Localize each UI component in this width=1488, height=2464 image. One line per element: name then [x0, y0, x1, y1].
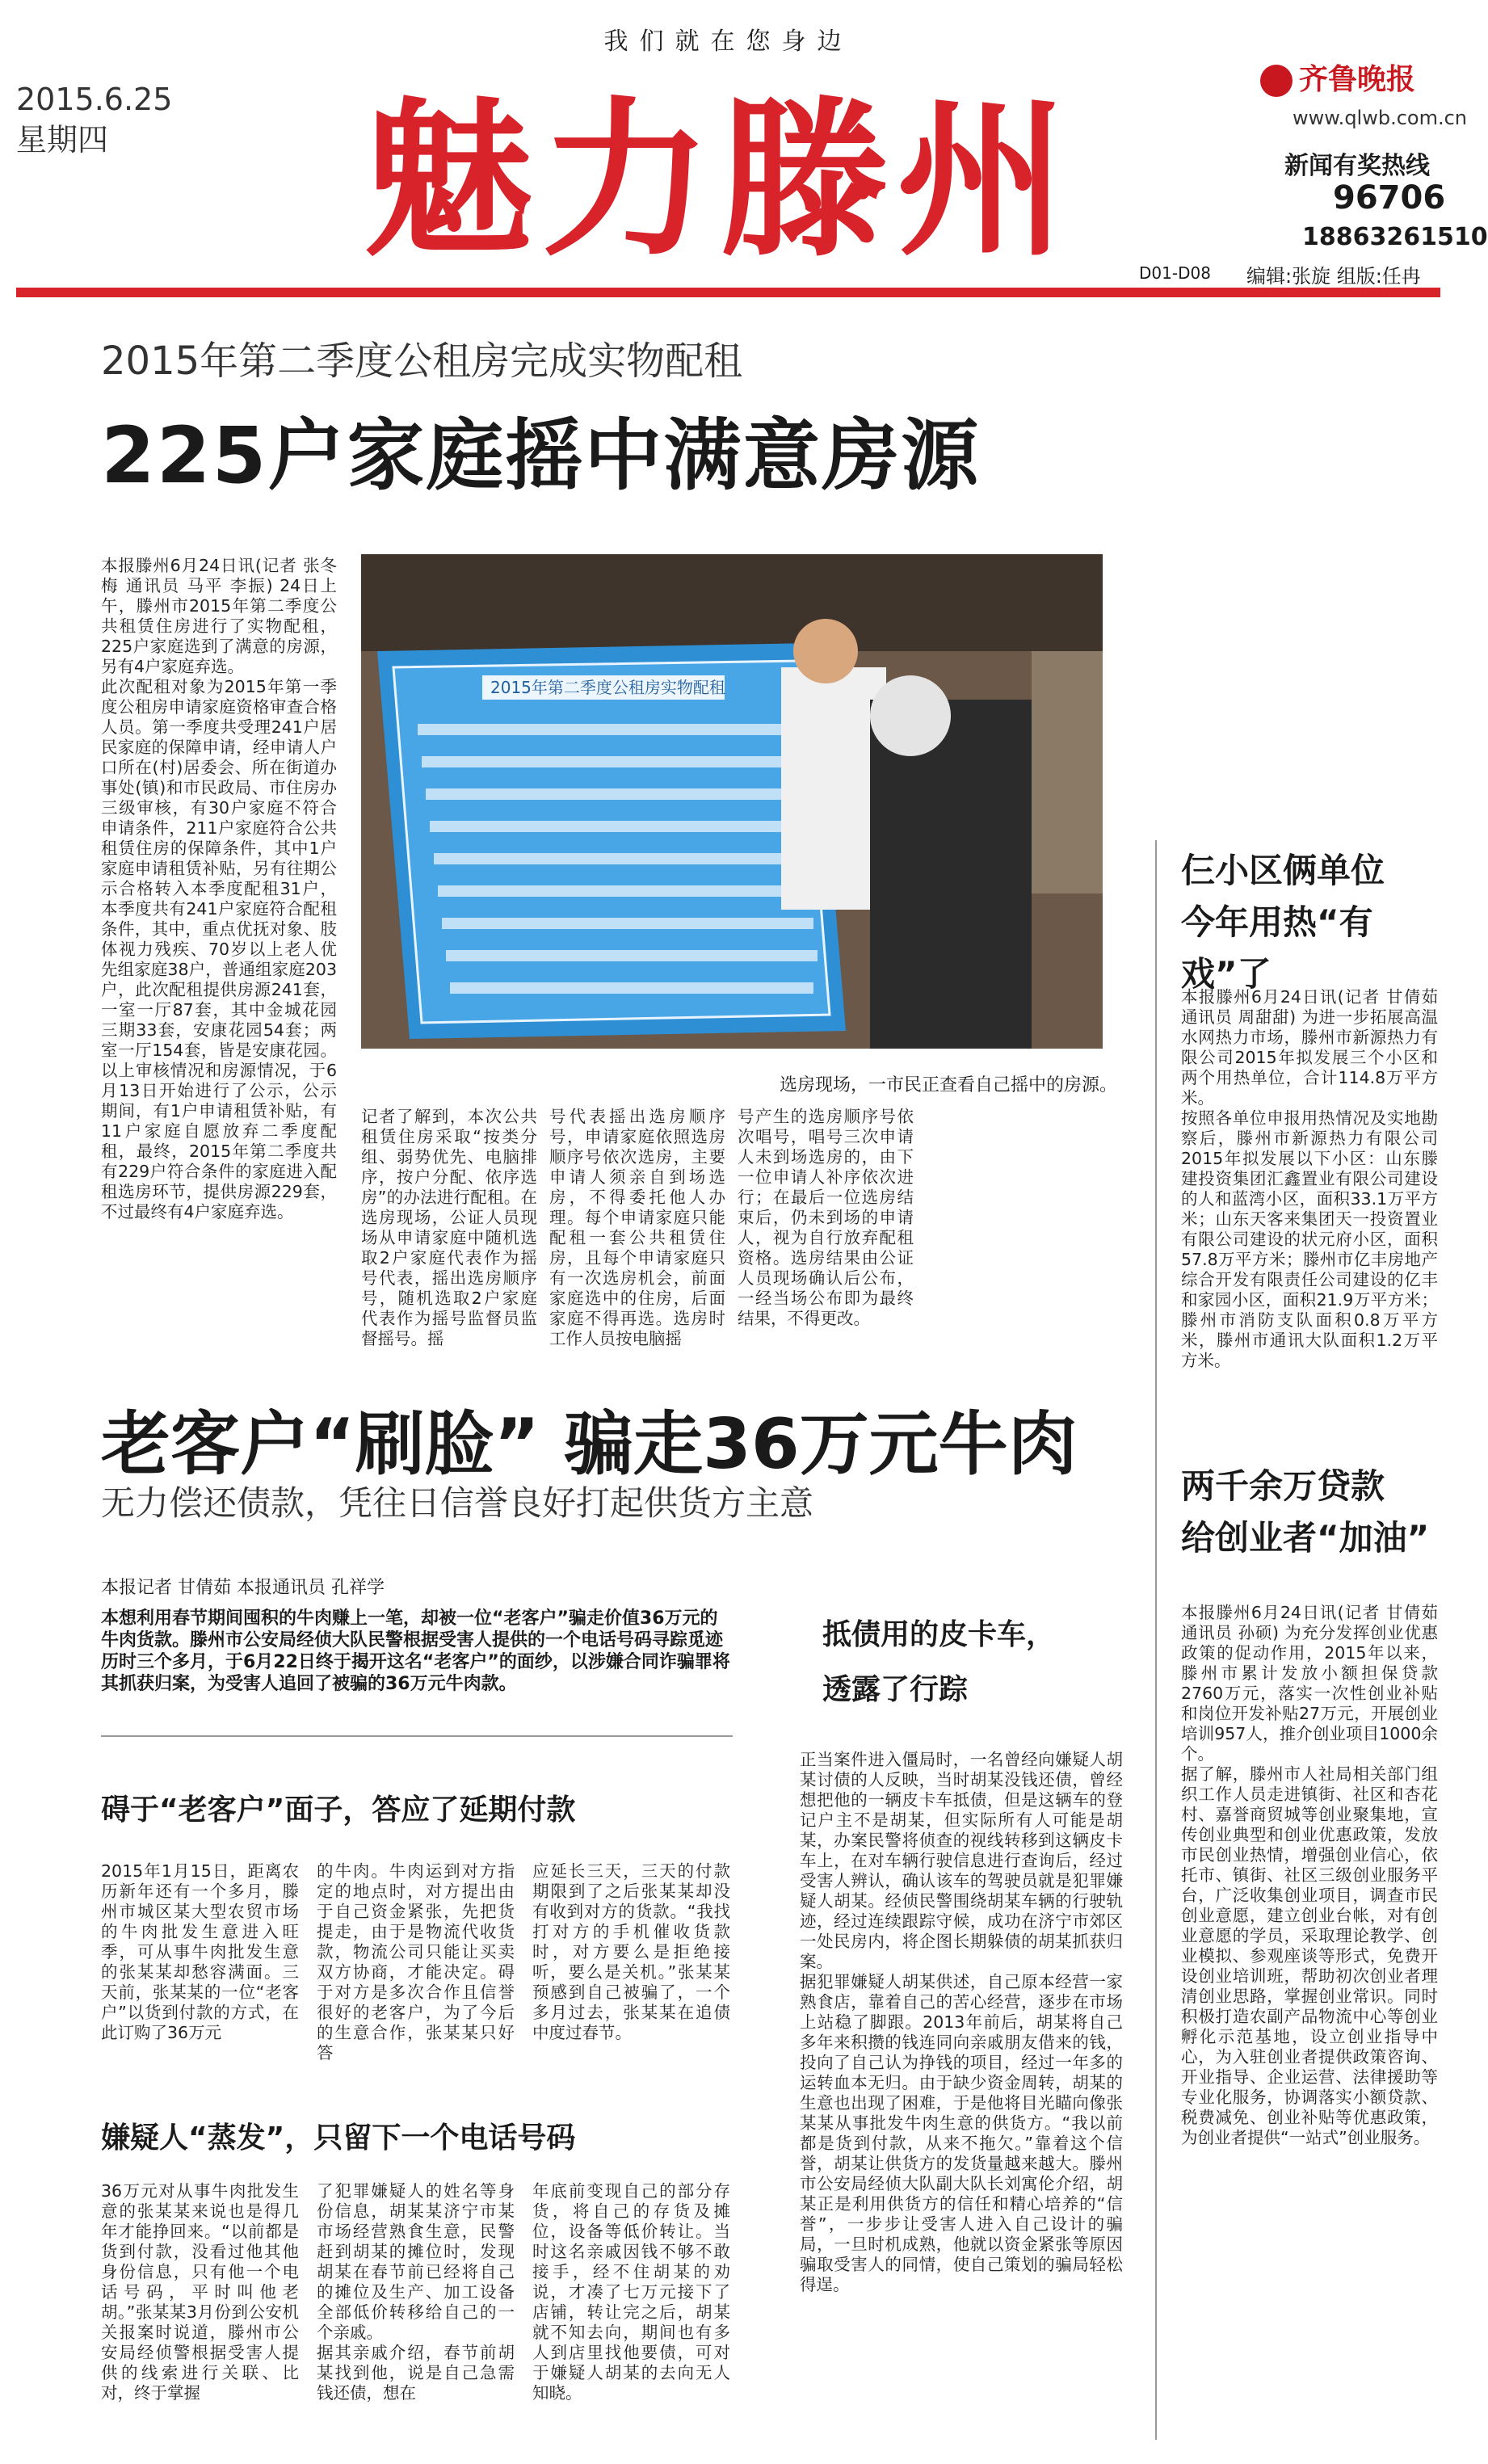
sidebar-divider — [1155, 840, 1157, 2440]
story1-subtitle: 2015年第二季度公租房完成实物配租 — [101, 338, 743, 384]
sidebar-2-title-line2: 给创业者“加油” — [1181, 1518, 1430, 1558]
sidebar-2-headline — [1181, 1461, 1429, 1564]
story2-headline: 老客户“刷脸” 骗走36万元牛肉 — [101, 1404, 1078, 1485]
story2-right-heading — [822, 1608, 1055, 1718]
story2-byline: 本报记者 甘倩茹 本报通讯员 孔祥学 — [101, 1578, 385, 1598]
editor-credit: 编辑:张旋 组版:任冉 — [1246, 265, 1421, 288]
site-url: www.qlwb.com.cn — [1293, 107, 1467, 129]
story1-column-3: 号代表摇出选房顺序号，申请家庭依照选房顺序号依次选房，主要申请人须亲自到场选房，不得委托他人办理。每个申请家庭只能配租一套公共租赁住房，且每个申请家庭只有一次选房机会，前面家庭选中的住房，后面家庭不得再选。选房时工作人员按电脑摇 — [549, 1107, 725, 1348]
section1-column-1: 2015年1月15日，距离农历新年还有一个多月，滕州市城区某大型农贸市场的牛肉批发生意进入旺季，可从事牛肉批发生意的张某某却愁容满面。三天前，张某某的一位“老客户”以货到付款的方式，在此订购了36万元 — [101, 1861, 299, 2042]
sidebar-1-headline — [1181, 845, 1456, 1000]
sidebar-1-title-line2: 今年用热“有戏”了 — [1181, 902, 1373, 994]
weekday: 星期四 — [16, 122, 109, 158]
hotline-number: 96706 — [1333, 179, 1446, 217]
section2-column-2: 了犯罪嫌疑人的姓名等身份信息，胡某某济宁市某市场经营熟食生意，民警赶到胡某的摊位时，发现胡某在春节前已经将自己的摊位及生产、加工设备全部低价转移给自己的一个亲戚。 据其亲戚介绍，春节前胡某找到他，说是自己急需钱还债，想在 — [317, 2181, 515, 2403]
slogan: 我们就在您身边 — [603, 27, 853, 56]
hotline-label: 新闻有奖热线 — [1284, 152, 1430, 180]
story2-right-body: 正当案件进入僵局时，一名曾经向嫌疑人胡某讨债的人反映，当时胡某没钱还债，曾经想把他的一辆皮卡车抵债，但是这辆车的登记户主不是胡某，但实际所有人可能是胡某，办案民警将侦查的视线转移到这辆皮卡车上，在对车辆行驶信息进行查询后，经过受害人辨认，确认该车的驾驶员就是犯罪嫌疑人胡某。经侦民警围绕胡某车辆的行驶轨迹，经过连续跟踪守候，成功在济宁市郊区一处民房内，将企图长期躲债的胡某抓获归案。 据犯罪嫌疑人胡某供述，自己原本经营一家熟食店，靠着自己的苦心经营，逐步在市场上站稳了脚跟。2013年前后，胡某将自己多年来积攒的钱连同向亲戚朋友借来的钱，投向了自己认为挣钱的项目，经过一年多的运转血本无归。由于缺少资金周转，胡某的生意也出现了困难，于是他将目光瞄向像张某某从事批发牛肉生意的供货方。“我以前都是货到付款，从来不拖欠。”靠着这个信誉，胡某让供货方的发货量越来越大。滕州市公安局经侦大队副大队长刘寓伦介绍，胡某正是利用供货方的信任和精心培养的“信誉”，一步步让受害人进入自己设计的骗局，一旦时机成熟，他就以资金紧张等原因骗取受害人的同情，使自己策划的骗局轻松得逞。 — [800, 1750, 1123, 2294]
section-rule — [101, 1735, 733, 1737]
photo-scene — [361, 554, 1103, 1049]
header-rule — [16, 288, 1440, 297]
story1-column-2: 记者了解到，本次公共租赁住房采取“按类分组、弱势优先、电脑排序，按户分配、依序选房”的办法进行配租。在选房现场，公证人员现场从申请家庭中随机选取2户家庭代表作为摇号代表，摇出选房顺序号，随机选取2户家庭代表作为摇号监督员监督摇号。摇 — [361, 1107, 537, 1348]
section2-column-3: 年底前变现自己的部分存货，将自己的存货及摊位，设备等低价转让。当时这名亲戚因钱不够不敢接手，经不住胡某的劝说，才凑了七万元接下了店铺，转让完之后，胡某就不知去向，期间也有多人到店里找他要债，可对于嫌疑人胡某的去向无人知晓。 — [532, 2181, 730, 2403]
sidebar-2-title-line1: 两千余万贷款 — [1181, 1466, 1385, 1506]
story2-subtitle: 无力偿还债款，凭往日信誉良好打起供货方主意 — [101, 1483, 814, 1523]
photo-board-title: 2015年第二季度公租房实物配租 — [490, 678, 725, 697]
photo-caption: 选房现场，一市民正查看自己摇中的房源。 — [780, 1075, 1118, 1095]
masthead: 魅力滕州 — [364, 80, 1075, 280]
story1-headline: 225户家庭摇中满意房源 — [101, 410, 981, 501]
date: 2015.6.25 — [16, 82, 173, 117]
right-heading-line2: 透露了行踪 — [822, 1673, 969, 1706]
brand-emblem-icon — [1260, 65, 1293, 97]
section2-heading: 嫌疑人“蒸发”，只留下一个电话号码 — [101, 2121, 576, 2155]
sidebar-1-body: 本报滕州6月24日讯(记者 甘倩茹 通讯员 周甜甜) 为进一步拓展高温水网热力市场，滕州市新源热力有限公司2015年拟发展三个小区和两个用热单位，合计114.8万平方米。 按照各单位申报用热情况及实地勘察后，滕州市新源热力有限公司2015年拟发展以下小区：山东滕建投资集团汇鑫置业有限公司建设的人和蓝湾小区，面积33.1万平方米；山东天客来集团天一投资置业有限公司建设的状元府小区，面积57.8万平方米；滕州市亿丰房地产综合开发有限责任公司建设的亿丰和家园小区，面积21.9万平方米；滕州市消防支队面积0.8万平方米，滕州市通讯大队面积1.2万平方米。 — [1181, 987, 1438, 1370]
sidebar-2-body: 本报滕州6月24日讯(记者 甘倩茹 通讯员 孙硕) 为充分发挥创业优惠政策的促动作用，2015年以来，滕州市累计发放小额担保贷款2760万元，落实一次性创业补贴和岗位开发补贴27万元，开展创业培训957人，推介创业项目1000余个。 据了解，滕州市人社局相关部门组织工作人员走进镇街、社区和杏花村、嘉誉商贸城等创业聚集地，宣传创业典型和创业优惠政策，发放市民创业热情，增强创业信心，依托市、镇街、社区三级创业服务平台，广泛收集创业项目，调查市民创业意愿，建立创业台帐，对有创业意愿的学员，采取理论教学、创业模拟、参观座谈等形式，免费开设创业培训班，帮助初次创业者理清创业思路，掌握创业常识。同时积极打造农副产品物流中心等创业孵化示范基地，设立创业指导中心，为入驻创业者提供政策咨询、开业指导、企业运营、法律援助等专业化服务，协调落实小额贷款、税费减免、创业补贴等优惠政策，为创业者提供“一站式”创业服务。 — [1181, 1603, 1438, 2147]
hotline-phone: 18863261510 — [1302, 223, 1488, 251]
section1-column-2: 的牛肉。牛肉运到对方指定的地点时，对方提出由于自己资金紧张，先把货提走，由于是物流代收货款，物流公司只能让买卖双方协商，才能决定。碍于对方是多次合作且信誉很好的老客户，为了今后的生意合作，张某某只好答 — [317, 1861, 515, 2062]
section1-heading: 碍于“老客户”面子，答应了延期付款 — [101, 1793, 576, 1827]
issue-date — [16, 79, 172, 160]
brand-name: 齐鲁晚报 — [1299, 63, 1416, 96]
section1-column-3: 应延长三天，三天的付款期限到了之后张某某却没有收到对方的货款。“我找打对方的手机催收货款时，对方要么是拒绝接听，要么是关机。”张某某预感到自己被骗了，一个多月过去，张某某在追债中度过春节。 — [532, 1861, 730, 2042]
page-range: D01-D08 — [1139, 263, 1211, 283]
sidebar-1-title-line1: 仨小区俩单位 — [1181, 851, 1385, 890]
story1-column-1: 本报滕州6月24日讯(记者 张冬梅 通讯员 马平 李振) 24日上午，滕州市2015年第二季度公共租赁住房进行了实物配租，225户家庭选到了满意的房源，另有4户家庭弃选。 此次配租对象为2015年第一季度公租房申请家庭资格审查合格人员。第一季度共受理241户居民家庭的保障申请，经申请人户口所在(村)居委会、所在街道办事处(镇)和市民政局、市住房办三级审核，有30户家庭不符合申请条件，211户家庭符合公共租赁住房的保障条件，其中1户家庭申请租赁补贴，另有往期公示合格转入本季度配租31户，本季度共有241户家庭符合配租条件，其中，重点优抚对象、肢体视力残疾、70岁以上老人优先组家庭38户，普通组家庭203户，此次配租提供房源241套，一室一厅87套，其中金城花园三期33套，安康花园54套；两室一厅154套，皆是安康花园。以上审核情况和房源情况，于6月13日开始进行了公示，公示期间，有1户申请租赁补贴，有11户家庭自愿放弃二季度配租，最终，2015年第二季度共有229户符合条件的家庭进入配租选房环节，提供房源229套，不过最终有4户家庭弃选。 — [101, 556, 337, 1221]
story2-lead: 本想利用春节期间囤积的牛肉赚上一笔，却被一位“老客户”骗走价值36万元的牛肉货款。滕州市公安局经侦大队民警根据受害人提供的一个电话号码寻踪觅迹历时三个多月，于6月22日终于揭开这名“老客户”的面纱，以涉嫌合同诈骗罪将其抓获归案，为受害人追回了被骗的36万元牛肉款。 — [101, 1608, 730, 1694]
story1-photo — [361, 554, 1103, 1049]
brand-logo — [1260, 57, 1415, 98]
right-heading-line1: 抵债用的皮卡车， — [822, 1618, 1056, 1651]
story1-column-4: 号产生的选房顺序号依次唱号，唱号三次申请人未到场选房的，由下一位申请人补序依次进行；在最后一位选房结束后，仍未到场的申请人，视为自行放弃配租资格。选房结果由公证人员现场确认后公布，一经当场公布即为最终结果，不得更改。 — [738, 1107, 914, 1328]
section2-column-1: 36万元对从事牛肉批发生意的张某某来说也是得几年才能挣回来。“以前都是货到付款，没看过他其他身份信息，只有他一个电话号码，平时叫他老胡。”张某某3月份到公安机关报案时说道，滕州市公安局经侦警根据受害人提供的线索进行关联、比对，终于掌握 — [101, 2181, 299, 2403]
